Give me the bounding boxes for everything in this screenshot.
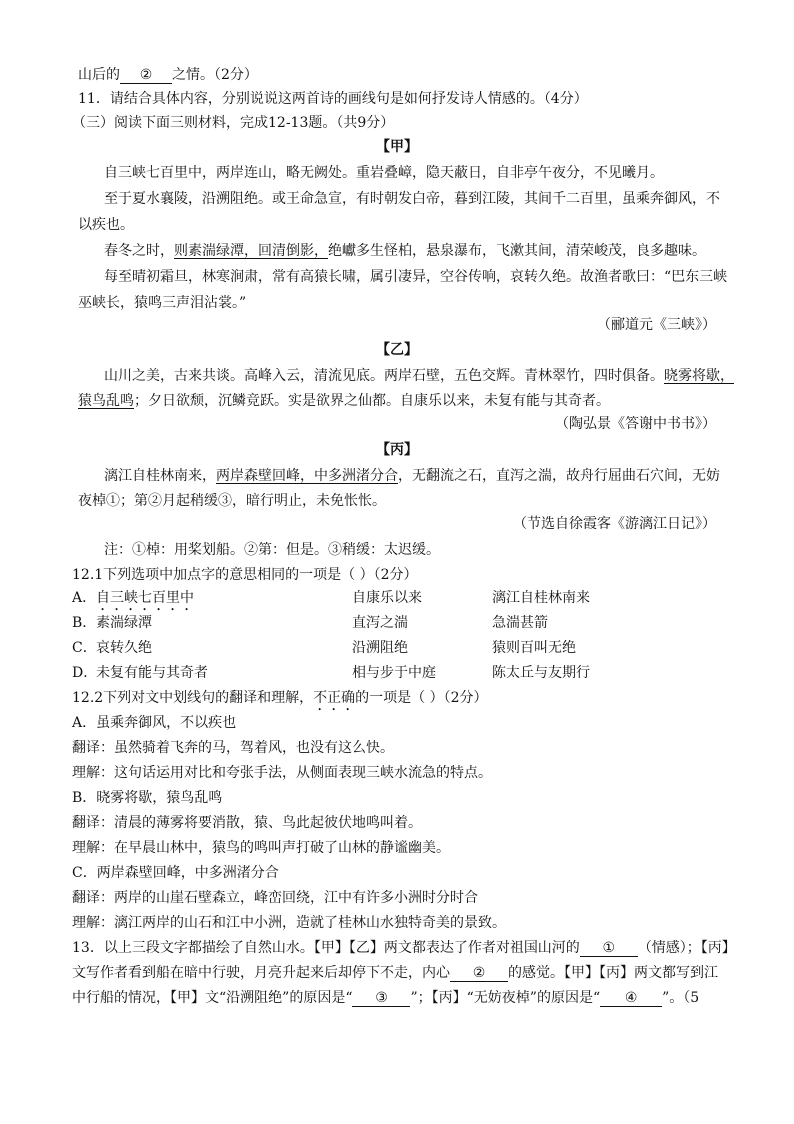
question-13-line2: 文写作者看到船在暗中行驶，月亮升起来后却停下不走，内心 ② 的感觉。【甲】【丙】两文都写到江 bbox=[72, 965, 718, 981]
option-b-col2: 直泻之湍 bbox=[352, 615, 408, 631]
answer-blank-3: ③ bbox=[352, 991, 410, 1007]
option-a-col1: 自三峡七百里中 bbox=[96, 590, 194, 606]
option-d-col1: 未复有能与其奇者 bbox=[96, 665, 208, 681]
option-c-col3: 猿则百叫无绝 bbox=[492, 640, 576, 656]
question-13-line1: 13．以上三段文字都描绘了自然山水。【甲】【乙】两文都表达了作者对祖国山河的 ① （情感）；【丙】 bbox=[72, 940, 736, 956]
q10-tail bbox=[78, 66, 258, 84]
option-d-col3: 陈太丘与友期行 bbox=[492, 665, 590, 681]
answer-blank-1: ① bbox=[580, 941, 638, 957]
passage-jia-source: （郦道元《三峡》） bbox=[597, 317, 716, 333]
option-a-col3: 漓江自桂林南来 bbox=[492, 590, 590, 606]
passage-yi-p1a: 山川之美，古来共谈。高峰入云，清流见底。两岸石壁，五色交辉。青林翠竹，四时俱备。晓雾将歇， bbox=[104, 368, 734, 384]
q12-2-option-c-translation: 翻译：两岸的山崖石壁森立，峰峦回绕，江中有许多小洲时分时合 bbox=[72, 890, 478, 906]
passage-jia-p1: 自三峡七百里中，两岸连山，略无阙处。重岩叠嶂，隐天蔽日，自非亭午夜分，不见曦月。 bbox=[104, 165, 664, 181]
passage-yi-p1b: 猿鸟乱鸣；夕日欲颓，沉鳞竞跃。实是欲界之仙都。自康乐以来，未复有能与其奇者。 bbox=[78, 393, 610, 409]
q12-2-option-b: B．晓雾将歇，猿鸟乱鸣 bbox=[72, 790, 223, 806]
passage-jia-p4a: 每至晴初霜旦，林寒涧肃，常有高猿长啸，属引凄异，空谷传响，哀转久绝。故渔者歌曰：“巴东三峡 bbox=[104, 269, 728, 285]
passage-yi-heading: 【乙】 bbox=[376, 342, 418, 358]
option-b-col1: 素湍绿潭 bbox=[96, 615, 152, 631]
underlined-phrase: 则素湍绿潭，回清倒影， bbox=[174, 243, 328, 259]
passage-jia-heading: 【甲】 bbox=[376, 139, 418, 155]
option-b-letter: B． bbox=[72, 615, 97, 631]
question-11: 11．请结合具体内容，分别说说这两首诗的画线句是如何抒发诗人情感的。（4分） bbox=[78, 91, 588, 107]
question-13-line3: 中行船的情况，【甲】文“沿溯阻绝”的原因是“ ③ ”；【丙】“无妨夜棹”的原因是“ ④ ”。（5 bbox=[72, 990, 700, 1006]
option-c-letter: C． bbox=[72, 640, 97, 656]
q12-2-option-b-translation: 翻译：清晨的薄雾将要消散，猿、鸟此起彼伏地鸣叫着。 bbox=[72, 815, 422, 831]
question-12-1-stem: 12.1下列选项中加点字的意思相同的一项是（ ）（2分） bbox=[72, 567, 418, 583]
passage-jia-p2a: 至于夏水襄陵，沿溯阻绝。或王命急宣，有时朝发白帝，暮到江陵，其间千二百里，虽乘奔御风，不 bbox=[104, 191, 720, 207]
option-d-letter: D． bbox=[72, 665, 98, 681]
option-d-col2: 相与步于中庭 bbox=[352, 665, 436, 681]
underlined-phrase: 猿鸟乱鸣 bbox=[78, 393, 134, 409]
answer-blank-2: ② bbox=[450, 966, 508, 982]
option-a-col2: 自康乐以来 bbox=[352, 590, 422, 606]
q12-2-option-a: A．虽乘奔御风，不以疾也 bbox=[72, 715, 237, 731]
passage-bing-heading: 【丙】 bbox=[376, 442, 418, 458]
q12-2-option-c-understanding: 理解：漓江两岸的山石和江中小洲，造就了桂林山水独特奇美的景致。 bbox=[72, 915, 506, 931]
option-a-letter: A． bbox=[72, 590, 97, 606]
passage-jia-p3: 春冬之时，则素湍绿潭，回清倒影，绝巘多生怪柏，悬泉瀑布，飞漱其间，清荣峻茂，良多趣味。 bbox=[104, 243, 706, 259]
passage-bing-p1a: 漓江自桂林南来，两岸森壁回峰，中多洲渚分合，无翻流之石，直泻之湍，故舟行屈曲石穴间，无妨 bbox=[104, 468, 720, 484]
emphasis-not-correct: 不正确 bbox=[313, 690, 356, 706]
q12-2-option-c: C．两岸森壁回峰，中多洲渚分合 bbox=[72, 865, 279, 881]
question-12-2-stem: 12.2下列对文中划线句的翻译和理解，不正确的一项是（ ）（2分） bbox=[72, 690, 488, 706]
underlined-phrase: 晓雾将歇， bbox=[664, 368, 734, 384]
passage-bing-notes: 注：①棹：用桨划船。②第：但是。③稍缓：太迟缓。 bbox=[104, 542, 440, 558]
passage-bing-source: （节选自徐霞客《游漓江日记》） bbox=[513, 516, 716, 532]
option-c-col1: 哀转久绝 bbox=[96, 640, 152, 656]
passage-jia-p2b: 以疾也。 bbox=[78, 217, 134, 233]
q12-2-option-b-understanding: 理解：在早晨山林中，猿鸟的鸣叫声打破了山林的静谧幽美。 bbox=[72, 840, 450, 856]
section-3-heading: （三）阅读下面三则材料，完成12-13题。（共9分） bbox=[72, 115, 395, 131]
passage-jia-p4b: 巫峡长，猿鸣三声泪沾裳。” bbox=[78, 295, 247, 311]
option-c-col2: 沿溯阻绝 bbox=[352, 640, 408, 656]
option-b-col3: 急湍甚箭 bbox=[492, 615, 548, 631]
answer-blank-4: ④ bbox=[600, 991, 662, 1007]
q12-2-option-a-translation: 翻译：虽然骑着飞奔的马，驾着风，也没有这么快。 bbox=[72, 740, 394, 756]
passage-yi-source: （陶弘景《答谢中书书》） bbox=[555, 416, 716, 432]
passage-bing-p1b: 夜棹①；第②月起稍缓③，暗行明止，未免怅怅。 bbox=[78, 493, 386, 509]
q10-text: 山后的 bbox=[78, 67, 120, 83]
answer-blank-2: ② bbox=[120, 68, 172, 84]
underlined-phrase: 两岸森壁回峰，中多洲渚分合 bbox=[216, 468, 398, 484]
q12-2-option-a-understanding: 理解：这句话运用对比和夸张手法，从侧面表现三峡水流急的特点。 bbox=[72, 765, 492, 781]
q10-text-end: 之情。（2分） bbox=[172, 67, 258, 83]
